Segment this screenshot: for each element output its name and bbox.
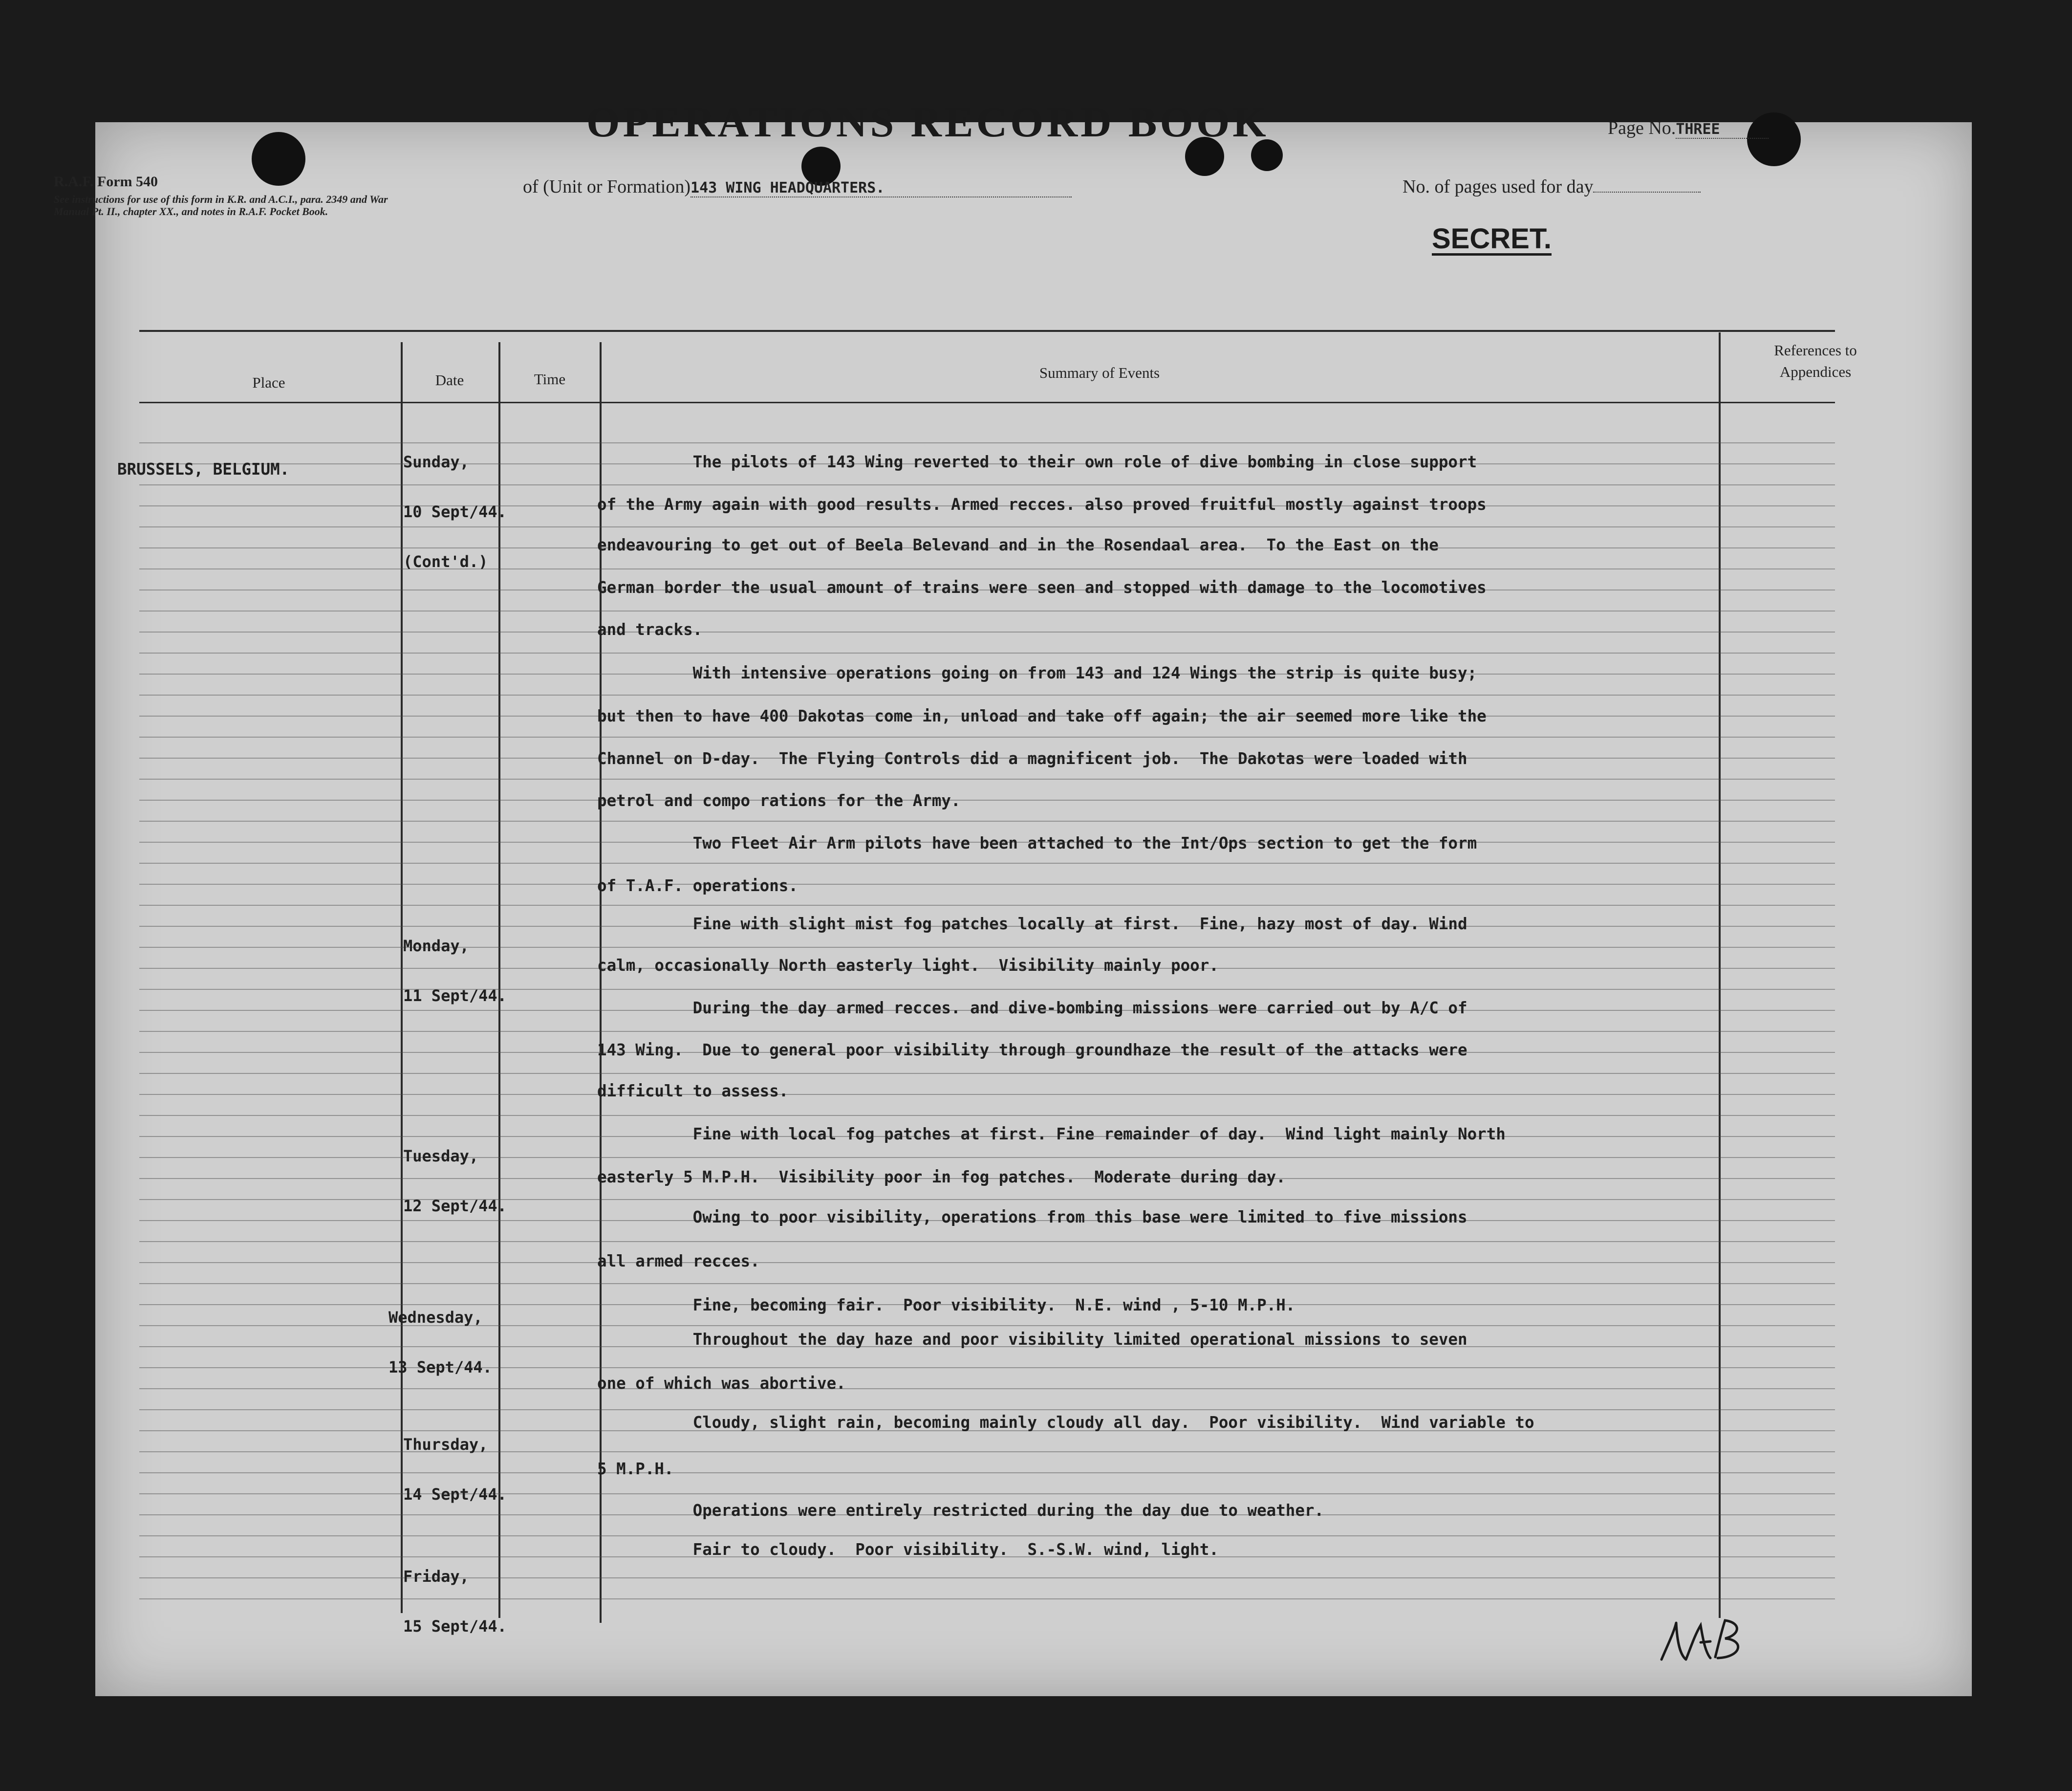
ruled-line (139, 1409, 1835, 1410)
summary-line: Fine with slight mist fog patches locally at first. Fine, hazy most of day. Wind (597, 915, 1468, 933)
ruled-line (139, 1073, 1835, 1074)
ruled-line (139, 821, 1835, 822)
date-value: 12 Sept/44. (403, 1197, 507, 1215)
ruled-line (139, 1115, 1835, 1116)
ruled-line (139, 653, 1835, 654)
date-value: 10 Sept/44. (403, 502, 507, 521)
date-entry-monday (403, 904, 507, 1021)
summary-line: During the day armed recces. and dive-bombing missions were carried out by A/C of (597, 999, 1468, 1017)
summary-line: Throughout the day haze and poor visibility limited operational missions to seven (597, 1330, 1468, 1349)
date-value: 14 Sept/44. (403, 1485, 507, 1504)
summary-line: of T.A.F. operations. (597, 876, 798, 895)
ruled-line (139, 1577, 1835, 1578)
column-header-references: References to Appendices (1774, 342, 1857, 380)
pages-used-label: No. of pages used for day (1403, 176, 1594, 197)
ruled-line (139, 905, 1835, 906)
unit-line (523, 176, 1072, 197)
ruled-line (139, 737, 1835, 738)
ruled-line (139, 1199, 1835, 1200)
ruled-line (139, 442, 1835, 443)
date-day: Thursday, (403, 1435, 488, 1454)
ruled-line (139, 1451, 1835, 1452)
date-day: Friday, (403, 1567, 469, 1586)
ruled-line (139, 611, 1835, 612)
form-number: R.A.F. Form 540 (54, 174, 158, 190)
summary-line: Two Fleet Air Arm pilots have been attached to the Int/Ops section to get the form (597, 834, 1477, 852)
summary-line: one of which was abortive. (597, 1374, 846, 1393)
summary-line: German border the usual amount of trains were seen and stopped with damage to the locomotives (597, 578, 1487, 597)
ruled-line (139, 632, 1835, 633)
ruled-line (139, 484, 1835, 485)
column-header-date: Date (435, 371, 464, 389)
date-day: Monday, (403, 937, 469, 955)
page-number-label: Page No. (1608, 118, 1676, 138)
column-header-time: Time (534, 371, 566, 388)
summary-line: 5 M.P.H. (597, 1460, 674, 1478)
summary-line: Owing to poor visibility, operations from this base were limited to five missions (597, 1208, 1468, 1226)
date-value: 15 Sept/44. (403, 1617, 507, 1636)
date-entry-friday (403, 1535, 507, 1651)
date-day: Tuesday, (403, 1147, 479, 1165)
ruled-line (139, 526, 1835, 527)
summary-line: endeavouring to get out of Beela Belevand and in the Rosendaal area. To the East on the (597, 536, 1439, 554)
summary-line: and tracks. (597, 620, 703, 639)
date-value: 11 Sept/44. (403, 986, 507, 1005)
ruled-line (139, 1493, 1835, 1494)
summary-line: Operations were entirely restricted during the day due to weather. (597, 1501, 1324, 1520)
ruled-line (139, 1535, 1835, 1536)
header-bottom-border (139, 402, 1835, 403)
summary-line: Channel on D-day. The Flying Controls did a magnificent job. The Dakotas were loaded with (597, 749, 1468, 768)
date-note: (Cont'd.) (403, 552, 488, 571)
summary-line: Fine with local fog patches at first. Fine remainder of day. Wind light mainly North (597, 1125, 1506, 1143)
unit-value: 143 WING HEADQUARTERS. (691, 179, 1072, 197)
summary-line: petrol and compo rations for the Army. (597, 791, 961, 810)
ruled-line (139, 1241, 1835, 1242)
date-entry-wednesday (388, 1276, 492, 1392)
document-title: OPERATIONS RECORD BOOK (586, 99, 1269, 146)
ruled-line (139, 1472, 1835, 1473)
summary-line: of the Army again with good results. Armed recces. also proved fruitful mostly against troops (597, 495, 1487, 514)
classification-stamp: SECRET. (1432, 223, 1552, 255)
place-entry: BRUSSELS, BELGIUM. (117, 460, 290, 479)
summary-line: With intensive operations going on from 143 and 124 Wings the strip is quite busy; (597, 664, 1477, 682)
ruled-line (139, 884, 1835, 885)
initials-signature (1657, 1613, 1749, 1667)
date-entry-tuesday (403, 1114, 507, 1231)
pages-used-blank (1593, 192, 1701, 193)
summary-line: 143 Wing. Due to general poor visibility through groundhaze the result of the attacks were (597, 1041, 1468, 1059)
unit-label: of (Unit or Formation) (523, 176, 691, 197)
ruled-line (139, 1031, 1835, 1032)
summary-line: difficult to assess. (597, 1082, 789, 1100)
ruled-line (139, 1094, 1835, 1095)
ruled-line (139, 947, 1835, 948)
ruled-line (139, 1262, 1835, 1263)
page-number (1608, 117, 1769, 139)
date-entry-thursday (403, 1403, 507, 1519)
ruled-line (139, 800, 1835, 801)
ruled-line (139, 1598, 1835, 1599)
column-divider-place (401, 342, 403, 1613)
form-instructions: See instructions for use of this form in K.R. and A.C.I., para. 2349 and War Manual Pt. II., chapter XX., and notes in R.A.F. Pocket Book. (54, 193, 388, 218)
column-divider-summary (1719, 332, 1721, 1618)
page-number-value: THREE (1676, 121, 1769, 139)
column-header-summary: Summary of Events (1039, 364, 1160, 381)
summary-line: but then to have 400 Dakotas come in, unload and take off again; the air seemed more like the (597, 707, 1487, 725)
table-top-border (139, 330, 1835, 332)
form-header (54, 174, 425, 218)
summary-line: Cloudy, slight rain, becoming mainly cloudy all day. Poor visibility. Wind variable to (597, 1413, 1534, 1432)
ruled-line (139, 1157, 1835, 1158)
summary-line: all armed recces. (597, 1252, 760, 1270)
column-header-place: Place (252, 374, 285, 391)
summary-line: Fine, becoming fair. Poor visibility. N.E. wind , 5-10 M.P.H. (597, 1296, 1295, 1314)
date-day: Wednesday, (388, 1308, 483, 1327)
ruled-line (139, 779, 1835, 780)
summary-line: calm, occasionally North easterly light. Visibility mainly poor. (597, 956, 1219, 975)
date-day: Sunday, (403, 453, 469, 471)
ruled-line (139, 568, 1835, 569)
pages-used-for-day (1403, 176, 1701, 197)
summary-line: The pilots of 143 Wing reverted to their own role of dive bombing in close support (597, 453, 1477, 471)
summary-line: easterly 5 M.P.H. Visibility poor in fog patches. Moderate during day. (597, 1168, 1286, 1186)
ruled-line (139, 863, 1835, 864)
ruled-line (139, 695, 1835, 696)
ruled-line (139, 989, 1835, 990)
date-entry-sunday (403, 420, 507, 587)
summary-line: Fair to cloudy. Poor visibility. S.-S.W. wind, light. (597, 1540, 1219, 1559)
paper-sheet (95, 122, 1972, 1696)
date-value: 13 Sept/44. (388, 1358, 492, 1376)
